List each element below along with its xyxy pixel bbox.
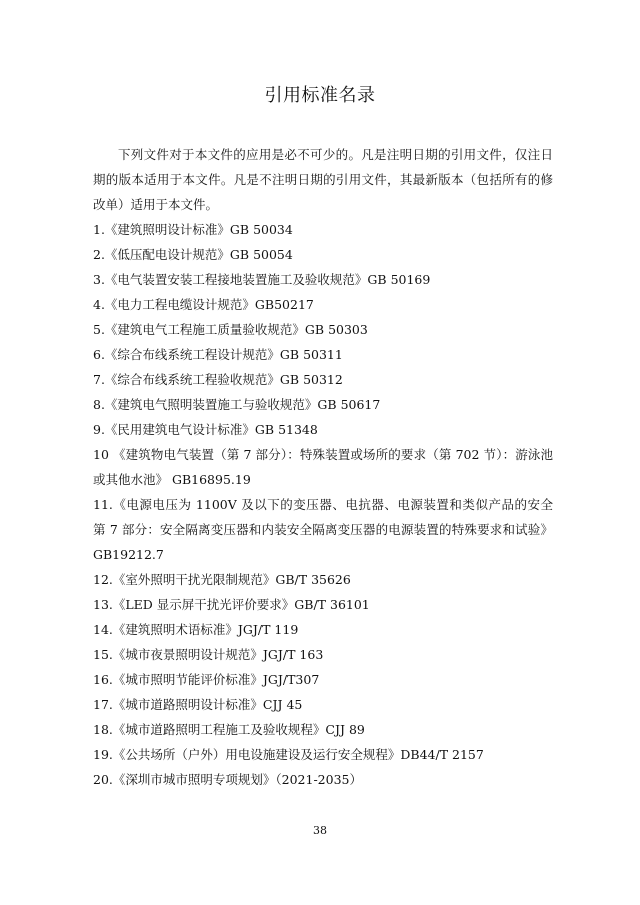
intro-paragraph: 下列文件对于本文件的应用是必不可少的。凡是注明日期的引用文件，仅注日期的版本适用于本文件。凡是不注明日期的引用文件，其最新版本（包括所有的修改单）适用于本文件。: [93, 147, 553, 212]
references-content: [93, 142, 553, 792]
reference-item-19: 19.《公共场所（户外）用电设施建设及运行安全规程》DB44/T 2157: [93, 747, 484, 762]
reference-item-6: 6.《综合布线系统工程设计规范》GB 50311: [93, 347, 343, 362]
reference-item-4: 4.《电力工程电缆设计规范》GB50217: [93, 297, 314, 312]
reference-item-5: 5.《建筑电气工程施工质量验收规范》GB 50303: [93, 322, 368, 337]
reference-item-12: 12.《室外照明干扰光限制规范》GB/T 35626: [93, 572, 351, 587]
page-title: 引用标准名录: [264, 85, 376, 106]
reference-list: [93, 217, 553, 792]
reference-item-9: 9.《民用建筑电气设计标准》GB 51348: [93, 422, 318, 437]
reference-item-8: 8.《建筑电气照明装置施工与验收规范》GB 50617: [93, 397, 381, 412]
reference-item-2: 2.《低压配电设计规范》GB 50054: [93, 247, 293, 262]
reference-item-7: 7.《综合布线系统工程验收规范》GB 50312: [93, 372, 343, 387]
reference-item-3: 3.《电气装置安装工程接地装置施工及验收规范》GB 50169: [93, 272, 431, 287]
reference-item-16: 16.《城市照明节能评价标准》JGJ/T307: [93, 672, 320, 687]
reference-item-17: 17.《城市道路照明设计标准》CJJ 45: [93, 697, 303, 712]
reference-item-14: 14.《建筑照明术语标准》JGJ/T 119: [93, 622, 299, 637]
reference-item-18: 18.《城市道路照明工程施工及验收规程》CJJ 89: [93, 722, 365, 737]
reference-item-11: 11.《电源电压为 1100V 及以下的变压器、电抗器、电源装置和类似产品的安全 第 7 部分：安全隔离变压器和内装安全隔离变压器的电源装置的特殊要求和试验》GB19212.7: [93, 497, 553, 562]
reference-item-15: 15.《城市夜景照明设计规范》JGJ/T 163: [93, 647, 324, 662]
reference-item-13: 13.《LED 显示屏干扰光评价要求》GB/T 36101: [93, 597, 370, 612]
reference-item-10: 10 《建筑物电气装置（第 7 部分）：特殊装置或场所的要求（第 702 节）：游泳池或其他水池》 GB16895.19: [93, 447, 553, 487]
page-number: 38: [313, 824, 327, 837]
reference-item-20: 20.《深圳市城市照明专项规划》（2021-2035）: [93, 772, 362, 787]
reference-item-1: 1.《建筑照明设计标准》GB 50034: [93, 222, 293, 237]
